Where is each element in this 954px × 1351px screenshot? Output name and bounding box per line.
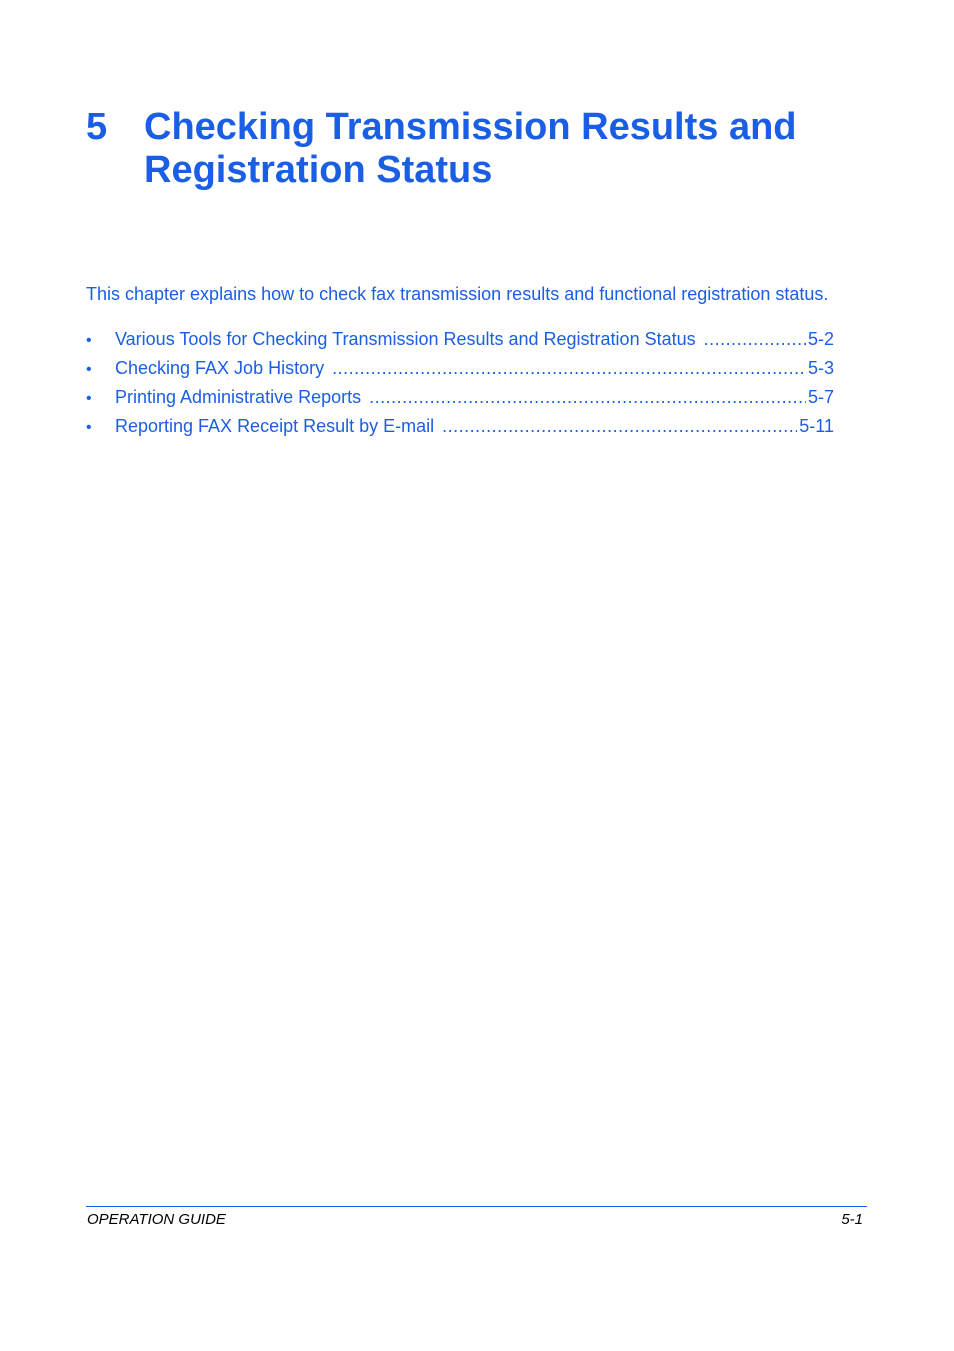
footer-divider	[86, 1206, 867, 1207]
toc-item-label[interactable]: Various Tools for Checking Transmission Results and Registration Status	[115, 329, 696, 349]
toc-bullet: •	[86, 361, 92, 378]
chapter-heading	[86, 106, 886, 192]
toc-bullet: •	[86, 332, 92, 349]
chapter-intro: This chapter explains how to check fax transmission results and functional registration status.	[86, 284, 829, 304]
toc-leader-dots	[704, 327, 806, 351]
footer-page-number: 5-1	[841, 1211, 863, 1228]
chapter-toc	[86, 327, 834, 443]
toc-item[interactable]	[86, 414, 834, 443]
toc-item[interactable]	[86, 327, 834, 356]
chapter-number: 5	[86, 106, 108, 148]
toc-item-label[interactable]: Reporting FAX Receipt Result by E-mail	[115, 416, 435, 436]
toc-leader-dots	[332, 356, 806, 380]
toc-item-page[interactable]: 5-2	[807, 329, 834, 349]
toc-leader-dots	[442, 414, 797, 438]
page-footer	[87, 1211, 863, 1229]
footer-guide-title: OPERATION GUIDE	[87, 1211, 226, 1228]
toc-item[interactable]	[86, 356, 834, 385]
toc-bullet: •	[86, 419, 92, 436]
toc-item-label[interactable]: Checking FAX Job History	[115, 358, 325, 378]
toc-item-page[interactable]: 5-11	[799, 416, 834, 436]
chapter-title: Checking Transmission Results and Registration Status	[144, 106, 797, 191]
toc-item-label[interactable]: Printing Administrative Reports	[115, 387, 362, 407]
toc-item[interactable]	[86, 385, 834, 414]
toc-item-page[interactable]: 5-3	[807, 358, 834, 378]
toc-item-page[interactable]: 5-7	[807, 387, 834, 407]
toc-bullet: •	[86, 390, 92, 407]
toc-leader-dots	[369, 385, 806, 409]
